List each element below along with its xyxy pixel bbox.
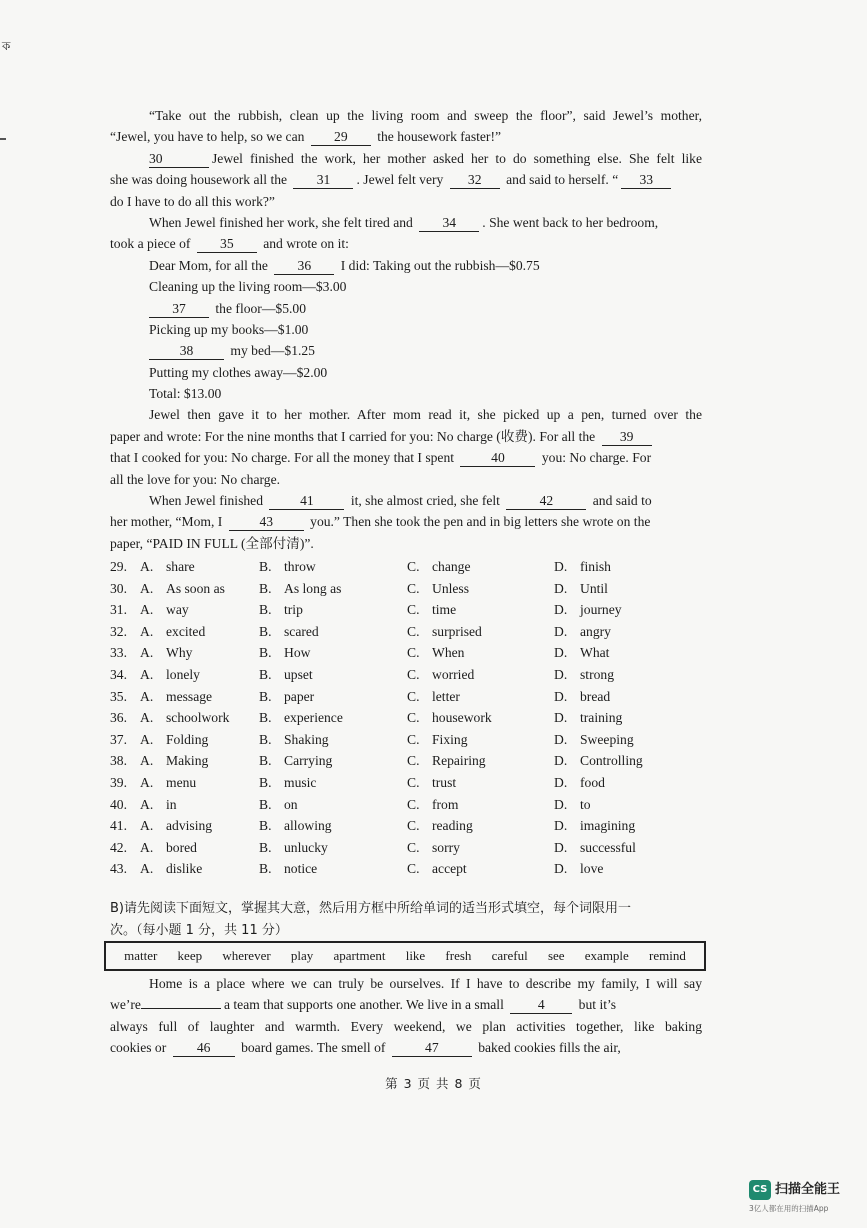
word-bank-item: see xyxy=(547,948,565,963)
option-row xyxy=(110,750,710,772)
option-row xyxy=(110,815,710,837)
word-bank-item: like xyxy=(405,948,426,963)
option-letter: C. xyxy=(407,688,420,704)
option-letter: A. xyxy=(140,688,154,704)
option-letter: B. xyxy=(259,818,272,834)
bill-line: Total: $13.00 xyxy=(149,386,222,402)
option-b: trip xyxy=(284,602,303,618)
option-letter: D. xyxy=(554,731,568,747)
word-bank-item: wherever xyxy=(222,948,271,963)
blank-39: 39 xyxy=(602,428,652,446)
option-letter: C. xyxy=(407,645,420,661)
option-d: journey xyxy=(580,602,622,618)
option-c: worried xyxy=(432,666,475,682)
blank-46: 46 xyxy=(173,1039,235,1057)
option-b: scared xyxy=(284,623,319,639)
option-row xyxy=(110,578,710,600)
blank-38: 38 xyxy=(149,342,224,360)
option-letter: A. xyxy=(140,861,154,877)
passage-line: took a piece of 35 and wrote on it: xyxy=(110,236,349,252)
option-letter: D. xyxy=(554,580,568,596)
option-letter: B. xyxy=(259,710,272,726)
blank-35: 35 xyxy=(197,235,257,253)
option-letter: C. xyxy=(407,753,420,769)
scanner-app-name: 扫描全能王 xyxy=(775,1182,841,1197)
option-d: food xyxy=(580,774,605,790)
bill-line: Putting my clothes away—$2.00 xyxy=(149,364,328,380)
instruction-line: B)请先阅读下面短文，掌握其大意，然后用方框中所给单词的适当形式填空，每个词限用一 xyxy=(110,901,631,916)
passage-line: Home is a place where we can truly be ourselves. If I have to describe my family, I will say xyxy=(149,976,702,991)
option-b: How xyxy=(284,645,311,661)
option-b: As long as xyxy=(284,580,342,596)
passage-line: paper, “PAID IN FULL (全部付清)”. xyxy=(110,535,314,551)
blank-31: 31 xyxy=(293,171,353,189)
option-letter: C. xyxy=(407,796,420,812)
option-letter: C. xyxy=(407,774,420,790)
bill-line: 37 the floor—$5.00 xyxy=(110,298,702,319)
blank-30: 30 xyxy=(149,150,209,168)
scanner-watermark xyxy=(749,1180,859,1220)
option-a: As soon as xyxy=(166,580,225,596)
word-bank-item: matter xyxy=(124,948,158,963)
option-letter: D. xyxy=(554,623,568,639)
option-letter: A. xyxy=(140,710,154,726)
option-d: training xyxy=(580,710,623,726)
question-number: 35. xyxy=(110,688,127,704)
option-b: experience xyxy=(284,710,343,726)
question-number: 31. xyxy=(110,602,127,618)
word-bank-item: fresh xyxy=(445,948,472,963)
blank-36: 36 xyxy=(274,257,334,275)
option-row xyxy=(110,707,710,729)
option-row xyxy=(110,837,710,859)
option-a: message xyxy=(166,688,213,704)
question-number: 39. xyxy=(110,774,127,790)
option-letter: B. xyxy=(259,861,272,877)
option-a: lonely xyxy=(166,666,200,682)
option-b: notice xyxy=(284,861,318,877)
option-d: angry xyxy=(580,623,611,639)
passage-line: she was doing housework all the 31 . Jewel felt very 32 and said to herself. “ 33 xyxy=(110,169,702,190)
option-letter: A. xyxy=(140,753,154,769)
option-letter: A. xyxy=(140,796,154,812)
option-letter: A. xyxy=(140,666,154,682)
option-letter: C. xyxy=(407,666,420,682)
passage-line: that I cooked for you: No charge. For all the money that I spent 40 you: No charge. For xyxy=(110,450,652,466)
option-row xyxy=(110,729,710,751)
option-a: schoolwork xyxy=(166,710,230,726)
option-row xyxy=(110,642,710,664)
blank-34: 34 xyxy=(419,214,479,232)
option-letter: A. xyxy=(140,602,154,618)
option-d: Sweeping xyxy=(580,731,634,747)
option-letter: A. xyxy=(140,559,154,574)
question-number: 32. xyxy=(110,623,127,639)
option-letter: C. xyxy=(407,710,420,726)
word-bank-item: careful xyxy=(491,948,528,963)
option-d: Until xyxy=(580,580,608,596)
passage-line: When Jewel finished 41 it, she almost cried, she felt 42 and said to xyxy=(149,493,652,509)
option-d: imagining xyxy=(580,818,636,834)
option-letter: C. xyxy=(407,731,420,747)
option-c: housework xyxy=(432,710,492,726)
blank-40: 40 xyxy=(460,449,535,467)
option-letter: B. xyxy=(259,753,272,769)
option-row xyxy=(110,858,710,880)
passage-line: 30 Jewel finished the work, her mother asked her to do something else. She felt like xyxy=(149,150,702,166)
option-d: strong xyxy=(580,666,614,682)
question-number: 43. xyxy=(110,861,127,877)
question-number: 36. xyxy=(110,710,127,726)
blank-47: 47 xyxy=(392,1039,472,1057)
option-a: dislike xyxy=(166,861,203,877)
option-letter: B. xyxy=(259,666,272,682)
option-c: trust xyxy=(432,774,457,790)
option-row xyxy=(110,772,710,794)
option-letter: D. xyxy=(554,666,568,682)
word-bank xyxy=(104,941,706,971)
cloze-passage-b xyxy=(110,973,702,1059)
passage-line: do I have to do all this work?” xyxy=(110,193,275,209)
word-bank-item: remind xyxy=(649,948,686,963)
question-number: 38. xyxy=(110,753,127,769)
blank-42: 42 xyxy=(506,492,586,510)
passage-line: always full of laughter and warmth. Every weekend, we plan activities together, like baking xyxy=(110,1018,702,1034)
word-bank-item: apartment xyxy=(333,948,386,963)
passage-line: Jewel then gave it to her mother. After mom read it, she picked up a pen, turned over the xyxy=(149,407,702,423)
option-letter: D. xyxy=(554,688,568,704)
blank-29: 29 xyxy=(311,128,371,146)
option-c: Repairing xyxy=(432,753,486,769)
option-c: from xyxy=(432,796,459,812)
bill-line: 38 my bed—$1.25 xyxy=(110,340,702,361)
bill-line: Cleaning up the living room—$3.00 xyxy=(149,279,347,295)
option-d: to xyxy=(580,796,591,812)
option-letter: B. xyxy=(259,731,272,747)
option-a: Folding xyxy=(166,731,209,747)
option-d: bread xyxy=(580,688,611,704)
option-row xyxy=(110,794,710,816)
blank-33: 33 xyxy=(621,171,671,189)
scanner-tagline: 3亿人都在用的扫描App xyxy=(749,1204,829,1213)
passage-line: paper and wrote: For the nine months that I carried for you: No charge (收费). For all the 39 xyxy=(110,426,702,447)
cloze-passage-a xyxy=(110,105,702,554)
instruction-line: 次。（每小题 1 分，共 11 分） xyxy=(110,923,288,938)
option-letter: C. xyxy=(407,861,420,877)
option-letter: D. xyxy=(554,839,568,855)
option-letter: D. xyxy=(554,710,568,726)
option-letter: D. xyxy=(554,753,568,769)
question-number: 29. xyxy=(110,559,127,574)
option-b: Shaking xyxy=(284,731,329,747)
option-d: Controlling xyxy=(580,753,643,769)
option-c: Fixing xyxy=(432,731,468,747)
option-c: letter xyxy=(432,688,460,704)
option-letter: D. xyxy=(554,796,568,812)
option-a: excited xyxy=(166,623,206,639)
option-letter: B. xyxy=(259,645,272,661)
word-bank-item: play xyxy=(290,948,314,963)
option-letter: D. xyxy=(554,818,568,834)
option-b: allowing xyxy=(284,818,332,834)
option-letter: B. xyxy=(259,559,272,574)
option-a: way xyxy=(166,602,189,618)
blank-44 xyxy=(141,1008,221,1009)
option-c: When xyxy=(432,645,465,661)
option-letter: C. xyxy=(407,602,420,618)
option-d: successful xyxy=(580,839,636,855)
option-d: What xyxy=(580,645,610,661)
option-row xyxy=(110,621,710,643)
option-letter: B. xyxy=(259,774,272,790)
option-c: reading xyxy=(432,818,473,834)
passage-line: we’re a team that supports one another. We live in a small 4 but it’s xyxy=(110,997,617,1013)
option-letter: A. xyxy=(140,774,154,790)
option-letter: B. xyxy=(259,580,272,596)
passage-line: cookies or 46 board games. The smell of 47 baked cookies fills the air, xyxy=(110,1040,621,1056)
scanner-logo-icon: CS xyxy=(749,1180,771,1200)
option-b: paper xyxy=(284,688,315,704)
option-b: upset xyxy=(284,666,313,682)
option-c: surprised xyxy=(432,623,482,639)
option-b: music xyxy=(284,774,317,790)
option-row xyxy=(110,664,710,686)
option-letter: C. xyxy=(407,818,420,834)
option-a: in xyxy=(166,796,177,812)
option-d: finish xyxy=(580,559,611,574)
option-letter: A. xyxy=(140,818,154,834)
option-a: Making xyxy=(166,753,209,769)
option-letter: A. xyxy=(140,731,154,747)
option-letter: D. xyxy=(554,861,568,877)
passage-line: “Jewel, you have to help, so we can 29 the housework faster!” xyxy=(110,129,502,145)
question-number: 30. xyxy=(110,580,127,596)
option-letter: B. xyxy=(259,602,272,618)
question-number: 37. xyxy=(110,731,127,747)
option-letter: B. xyxy=(259,623,272,639)
option-a: advising xyxy=(166,818,213,834)
blank-32: 32 xyxy=(450,171,500,189)
option-a: bored xyxy=(166,839,197,855)
option-b: unlucky xyxy=(284,839,328,855)
option-c: accept xyxy=(432,861,467,877)
question-number: 33. xyxy=(110,645,127,661)
option-letter: C. xyxy=(407,559,420,574)
option-b: on xyxy=(284,796,298,812)
option-d: love xyxy=(580,861,604,877)
option-letter: B. xyxy=(259,839,272,855)
question-number: 42. xyxy=(110,839,127,855)
passage-line: “Take out the rubbish, clean up the living room and sweep the floor”, said Jewel’s mother, xyxy=(149,108,702,123)
option-c: sorry xyxy=(432,839,460,855)
passage-line: When Jewel finished her work, she felt tired and 34 . She went back to her bedroom, xyxy=(149,214,659,230)
question-number: 34. xyxy=(110,666,127,682)
option-letter: D. xyxy=(554,645,568,661)
option-letter: C. xyxy=(407,580,420,596)
bill-line: Picking up my books—$1.00 xyxy=(149,321,309,337)
option-c: time xyxy=(432,602,457,618)
option-row xyxy=(110,556,710,578)
passage-line: her mother, “Mom, I 43 you.” Then she took the pen and in big letters she wrote on the xyxy=(110,514,651,530)
word-bank-item: keep xyxy=(177,948,203,963)
scan-corner-mark: ক xyxy=(2,39,11,53)
blank-41: 41 xyxy=(269,492,344,510)
option-letter: D. xyxy=(554,774,568,790)
option-a: Why xyxy=(166,645,193,661)
option-b: Carrying xyxy=(284,753,333,769)
option-letter: A. xyxy=(140,623,154,639)
option-letter: A. xyxy=(140,839,154,855)
option-a: share xyxy=(166,559,195,574)
option-letter: B. xyxy=(259,796,272,812)
section-b-instruction xyxy=(110,898,706,942)
option-letter: B. xyxy=(259,688,272,704)
option-b: throw xyxy=(284,559,316,574)
option-row xyxy=(110,599,710,621)
option-row xyxy=(110,686,710,708)
option-letter: C. xyxy=(407,839,420,855)
answer-options xyxy=(110,556,710,880)
question-number: 40. xyxy=(110,796,127,812)
page-number: 第 3 页 共 8 页 xyxy=(385,1076,482,1091)
scan-edge-tick xyxy=(0,138,6,140)
option-letter: D. xyxy=(554,602,568,618)
bill-line: Dear Mom, for all the 36 I did: Taking out the rubbish—$0.75 xyxy=(149,257,540,273)
option-letter: A. xyxy=(140,580,154,596)
question-number: 41. xyxy=(110,818,127,834)
passage-line: all the love for you: No charge. xyxy=(110,471,280,487)
blank-4: 4 xyxy=(510,996,572,1014)
option-letter: C. xyxy=(407,623,420,639)
blank-43: 43 xyxy=(229,513,304,531)
option-c: Unless xyxy=(432,580,470,596)
option-c: change xyxy=(432,559,471,574)
blank-37: 37 xyxy=(149,300,209,318)
option-letter: D. xyxy=(554,559,568,574)
option-a: menu xyxy=(166,774,197,790)
word-bank-item: example xyxy=(584,948,629,963)
option-letter: A. xyxy=(140,645,154,661)
